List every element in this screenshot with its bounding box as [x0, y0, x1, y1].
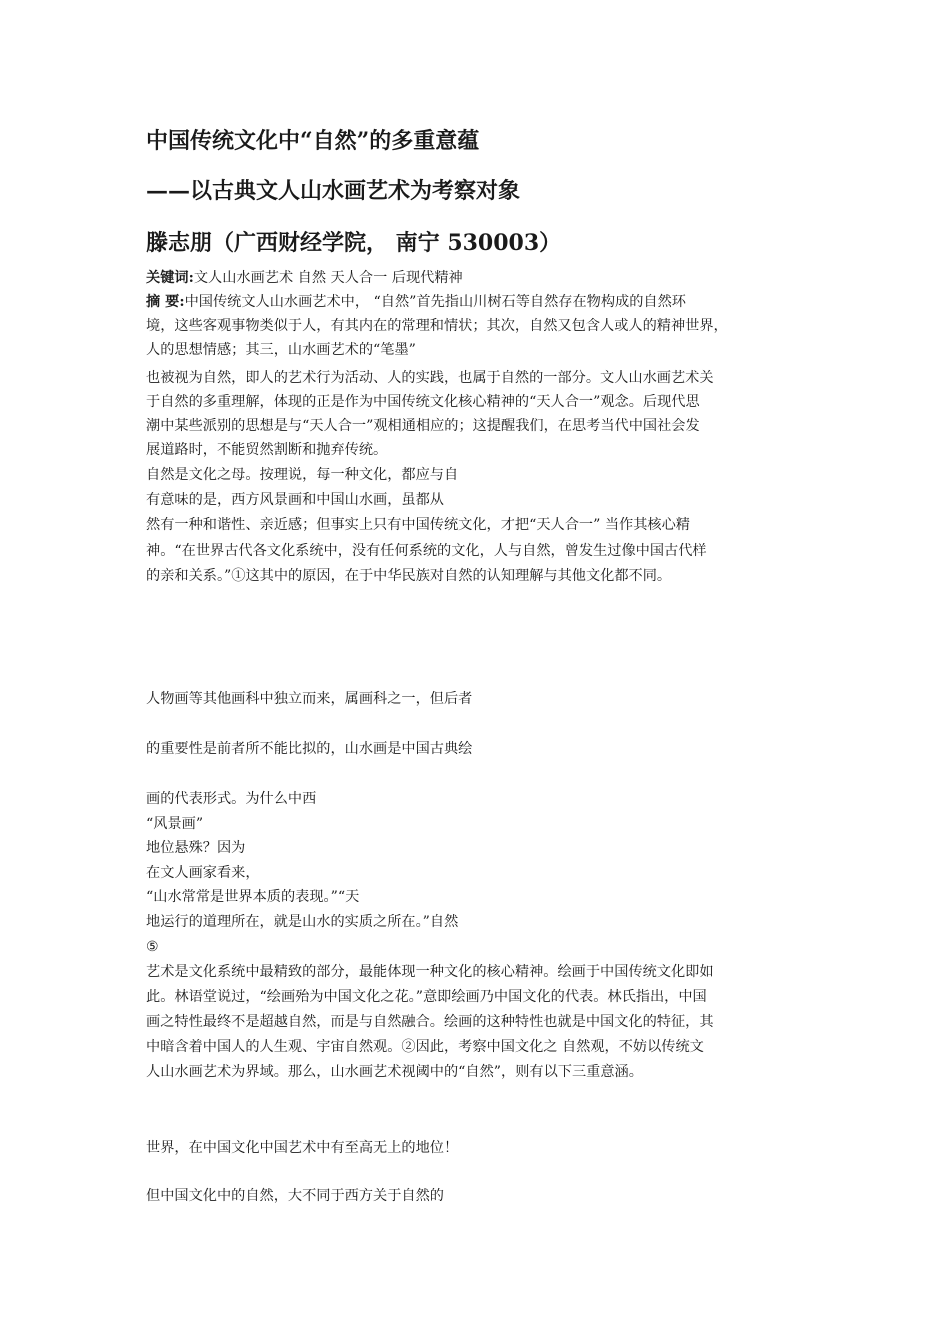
- text-line: 展道路时，不能贸然割断和抛弃传统。: [146, 442, 388, 458]
- text-line: 画的代表形式。为什么中西: [146, 791, 317, 807]
- text-line: 艺术是文化系统中最精致的部分，最能体现一种文化的核心精神。绘画于中国传统文化即如: [146, 964, 714, 980]
- text-line: 人山水画艺术为界域。那么，山水画艺术视阈中的“自然”，则有以下三重意涵。: [146, 1064, 643, 1080]
- text-line: 神。“在世界古代各文化系统中，没有任何系统的文化，人与自然，曾发生过像中国古代样: [146, 543, 707, 559]
- text-line: 在文人画家看来，: [146, 865, 260, 881]
- text-line: 地位悬殊？因为: [146, 840, 246, 856]
- text-line: 潮中某些派别的思想是与“天人合一”观相通相应的；这提醒我们，在思考当代中国社会发: [146, 418, 700, 434]
- text-line: 有意味的是，西方风景画和中国山水画，虽都从: [146, 492, 444, 508]
- abstract-line: [146, 290, 816, 314]
- text-line: 的亲和关系。”①这其中的原因，在于中华民族对自然的认知理解与其他文化都不同。: [146, 568, 672, 584]
- text-line: 中暗含着中国人的人生观、宇宙自然观。②因此，考察中国文化之 自然观，不妨以传统文: [146, 1039, 704, 1055]
- abstract-label: 摘 要:: [146, 294, 185, 310]
- text-line: 世界，在中国文化中国艺术中有至高无上的地位！: [146, 1140, 459, 1156]
- text-line: 此。林语堂说过，“绘画殆为中国文化之花。”意即绘画乃中国文化的代表。林氏指出，中国: [146, 989, 707, 1005]
- article-title: 中国传统文化中“自然”的多重意蕴: [146, 128, 480, 154]
- abstract-text: 中国传统文人山水画艺术中， “自然”首先指山川树石等自然存在物构成的自然环: [184, 294, 686, 310]
- text-line: 人的思想情感；其三，山水画艺术的“笔墨”: [146, 342, 416, 358]
- article-subtitle: ——以古典文人山水画艺术为考察对象: [146, 178, 521, 204]
- footnote-marker: ⑤: [146, 939, 159, 955]
- keywords-line: [146, 266, 816, 290]
- keywords-label: 关键词:: [146, 270, 194, 286]
- text-line: 境，这些客观事物类似于人，有其内在的常理和情状；其次，自然又包含人或人的精神世界，: [146, 318, 728, 334]
- text-line: 地运行的道理所在，就是山水的实质之所在。”自然: [146, 914, 459, 930]
- text-line: 但中国文化中的自然，大不同于西方关于自然的: [146, 1188, 444, 1204]
- text-line: 于自然的多重理解，体现的正是作为中国传统文化核心精神的“天人合一”观念。后现代思: [146, 394, 700, 410]
- text-line: “风景画”: [146, 816, 204, 832]
- text-line: 然有一种和谐性、亲近感；但事实上只有中国传统文化，才把“天人合一” 当作其核心精: [146, 517, 690, 533]
- text-line: 自然是文化之母。按理说，每一种文化，都应与自: [146, 467, 459, 483]
- text-line: 人物画等其他画科中独立而来，属画科之一，但后者: [146, 691, 473, 707]
- text-line: “山水常常是世界本质的表现。”“天: [146, 889, 360, 905]
- keywords-text: 文人山水画艺术 自然 天人合一 后现代精神: [193, 270, 463, 286]
- author-affiliation: 滕志朋（广西财经学院， 南宁 530003）: [146, 230, 562, 256]
- text-line: 的重要性是前者所不能比拟的，山水画是中国古典绘: [146, 741, 473, 757]
- text-line: 也被视为自然，即人的艺术行为活动、人的实践，也属于自然的一部分。文人山水画艺术关: [146, 370, 714, 386]
- text-line: 画之特性最终不是超越自然，而是与自然融合。绘画的这种特性也就是中国文化的特征，其: [146, 1014, 714, 1030]
